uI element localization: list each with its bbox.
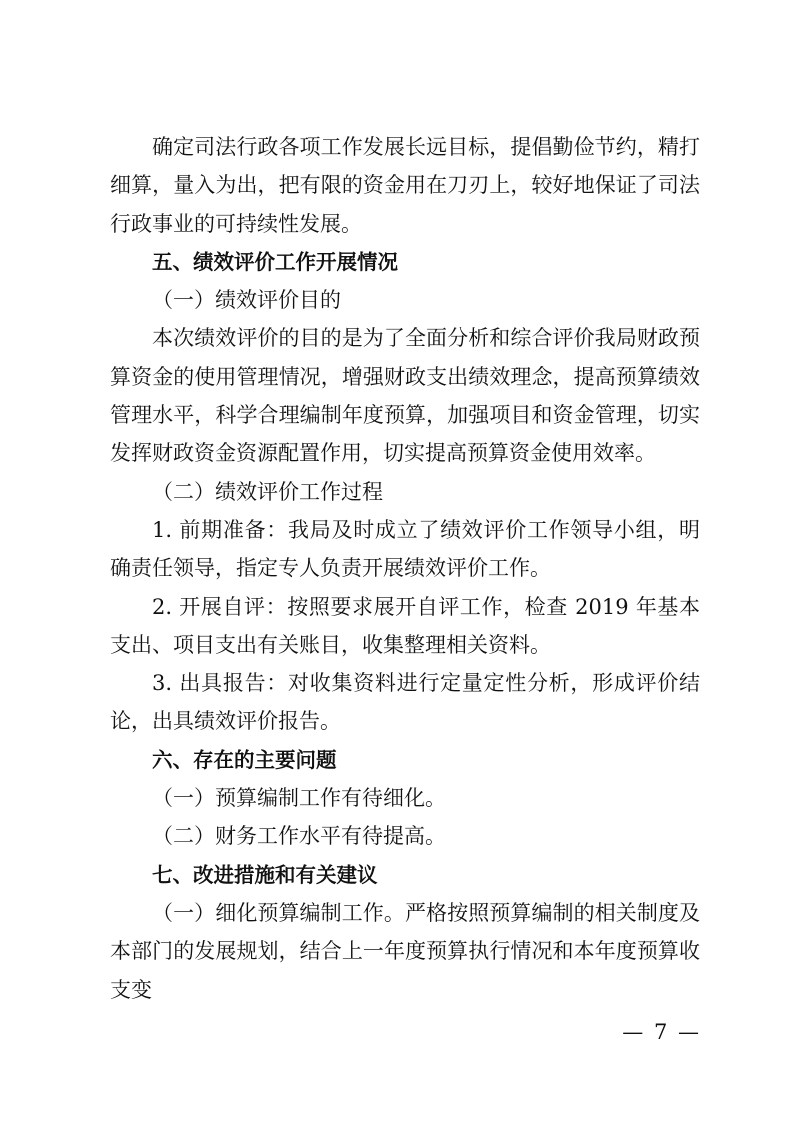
document-body (110, 128, 700, 1009)
section-heading: 六、存在的主要问题 (152, 747, 337, 772)
page-number: — 7 — (622, 1020, 701, 1044)
body-paragraph: 3. 出具报告：对收集资料进行定量定性分析，形成评价结论，出具绩效评价报告。 (110, 671, 700, 734)
subsection-heading: （二）财务工作水平有待提高。 (152, 824, 446, 849)
body-paragraph: （一）细化预算编制工作。严格按照预算编制的相关制度及本部门的发展规划，结合上一年度预算执行情况和本年度预算收支变 (110, 900, 700, 1002)
subsection-heading: （一）预算编制工作有待细化。 (152, 786, 446, 811)
section-heading: 五、绩效评价工作开展情况 (152, 249, 398, 274)
body-paragraph: 确定司法行政各项工作发展长远目标，提倡勤俭节约，精打细算，量入为出，把有限的资金用在刀刃上，较好地保证了司法行政事业的可持续性发展。 (110, 135, 700, 236)
body-paragraph: 2. 开展自评：按照要求展开自评工作，检查 2019 年基本支出、项目支出有关账目，收集整理相关资料。 (110, 594, 700, 657)
body-paragraph: 1. 前期准备：我局及时成立了绩效评价工作领导小组，明确责任领导，指定专人负责开展绩效评价工作。 (110, 517, 700, 581)
subsection-heading: （一）绩效评价目的 (152, 288, 341, 313)
subsection-heading: （二）绩效评价工作过程 (152, 479, 383, 504)
section-heading: 七、改进措施和有关建议 (152, 862, 378, 887)
body-paragraph: 本次绩效评价的目的是为了全面分析和综合评价我局财政预算资金的使用管理情况，增强财政支出绩效理念，提高预算绩效管理水平，科学合理编制年度预算，加强项目和资金管理，切实发挥财政资金资源配置作用，切实提高预算资金使用效率。 (110, 326, 700, 466)
